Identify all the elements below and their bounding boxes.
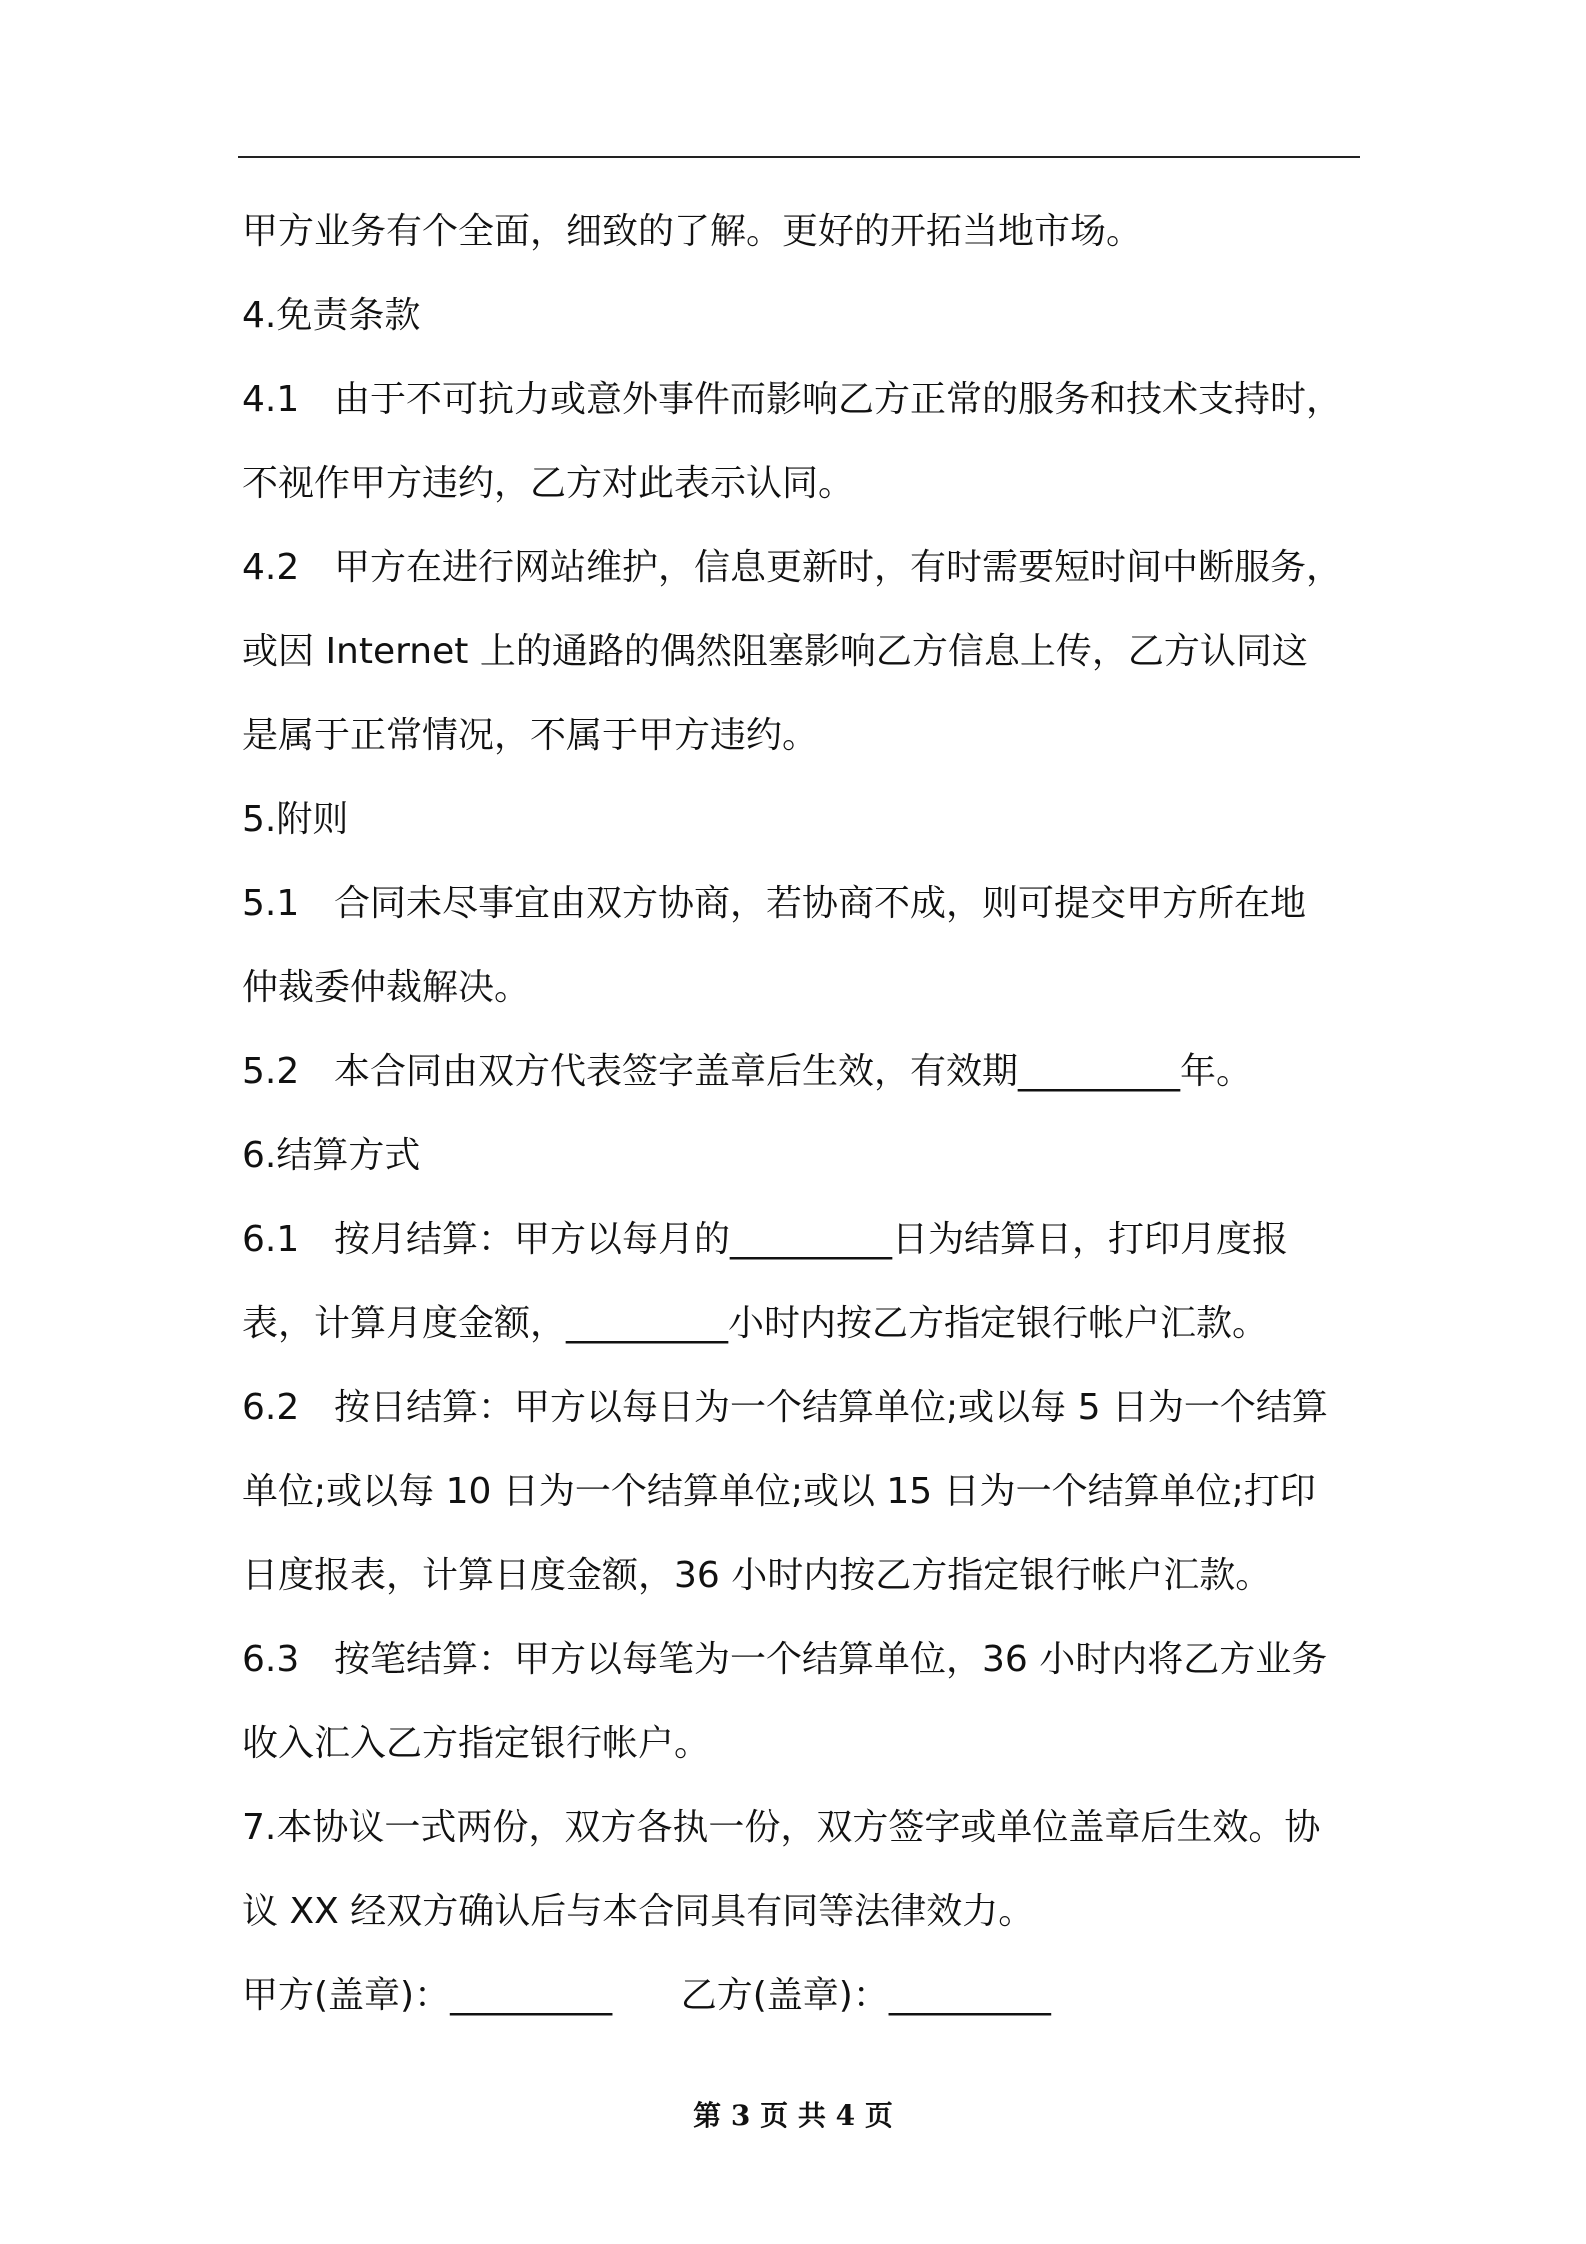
- line-text: 4.免责条款: [242, 295, 421, 336]
- signature-line: [242, 1954, 1366, 2038]
- text-line: [242, 1870, 1366, 1954]
- line-text: 由于不可抗力或意外事件而影响乙方正常的服务和技术支持时，: [334, 379, 1343, 420]
- text-line: [242, 694, 1366, 778]
- line-text: 表，计算月度金额，_________小时内按乙方指定银行帐户汇款。: [242, 1303, 1269, 1344]
- line-text: 仲裁委仲裁解决。: [242, 967, 531, 1008]
- line-text: 7.本协议一式两份，双方各执一份，双方签字或单位盖章后生效。协: [242, 1807, 1321, 1848]
- text-line: [242, 1534, 1366, 1618]
- text-line: [242, 1702, 1366, 1786]
- line-text: 不视作甲方违约，乙方对此表示认同。: [242, 463, 855, 504]
- page-number-footer: 第 3 页 共 4 页: [693, 2099, 893, 2132]
- line-text: 或因 Internet 上的通路的偶然阻塞影响乙方信息上传，乙方认同这: [242, 631, 1308, 672]
- line-text: 议 XX 经双方确认后与本合同具有同等法律效力。: [242, 1891, 1035, 1932]
- clause-number: 6.3: [242, 1639, 300, 1680]
- clause-line: [242, 526, 1366, 610]
- line-text: 甲方业务有个全面，细致的了解。更好的开拓当地市场。: [242, 211, 1143, 252]
- clause-line: [242, 1030, 1366, 1114]
- text-line: [242, 1282, 1366, 1366]
- section-heading: [242, 778, 1366, 862]
- clause-line: [242, 1618, 1366, 1702]
- clause-number: 4.1: [242, 379, 300, 420]
- line-text: 本合同由双方代表签字盖章后生效，有效期_________年。: [334, 1051, 1253, 1092]
- clause-line: [242, 1198, 1366, 1282]
- line-text: 收入汇入乙方指定银行帐户。: [242, 1723, 711, 1764]
- section-heading: [242, 1786, 1366, 1870]
- line-text: 单位;或以每 10 日为一个结算单位;或以 15 日为一个结算单位;打印: [242, 1471, 1316, 1512]
- line-text: 日度报表，计算日度金额，36 小时内按乙方指定银行帐户汇款。: [242, 1555, 1272, 1596]
- line-text: 甲方(盖章)：_________ 乙方(盖章)：_________: [242, 1975, 1051, 2016]
- line-text: 按日结算：甲方以每日为一个结算单位;或以每 5 日为一个结算: [334, 1387, 1328, 1428]
- clause-number: 6.1: [242, 1219, 300, 1260]
- line-text: 甲方在进行网站维护，信息更新时，有时需要短时间中断服务，: [334, 547, 1343, 588]
- line-text: 6.结算方式: [242, 1135, 421, 1176]
- clause-line: [242, 862, 1366, 946]
- clause-number: 5.2: [242, 1051, 300, 1092]
- document-body: [242, 190, 1366, 2038]
- section-heading: [242, 1114, 1366, 1198]
- line-text: 是属于正常情况，不属于甲方违约。: [242, 715, 819, 756]
- line-text: 5.附则: [242, 799, 349, 840]
- line-text: 合同未尽事宜由双方协商，若协商不成，则可提交甲方所在地: [334, 883, 1307, 924]
- clause-number: 4.2: [242, 547, 300, 588]
- line-text: 按笔结算：甲方以每笔为一个结算单位，36 小时内将乙方业务: [334, 1639, 1328, 1680]
- text-line: [242, 442, 1366, 526]
- section-heading: [242, 274, 1366, 358]
- text-line: [242, 610, 1366, 694]
- clause-number: 5.1: [242, 883, 300, 924]
- header-rule: [238, 156, 1360, 158]
- clause-number: 6.2: [242, 1387, 300, 1428]
- text-line: [242, 190, 1366, 274]
- text-line: [242, 946, 1366, 1030]
- clause-line: [242, 1366, 1366, 1450]
- clause-line: [242, 358, 1366, 442]
- line-text: 按月结算：甲方以每月的_________日为结算日，打印月度报: [334, 1219, 1289, 1260]
- text-line: [242, 1450, 1366, 1534]
